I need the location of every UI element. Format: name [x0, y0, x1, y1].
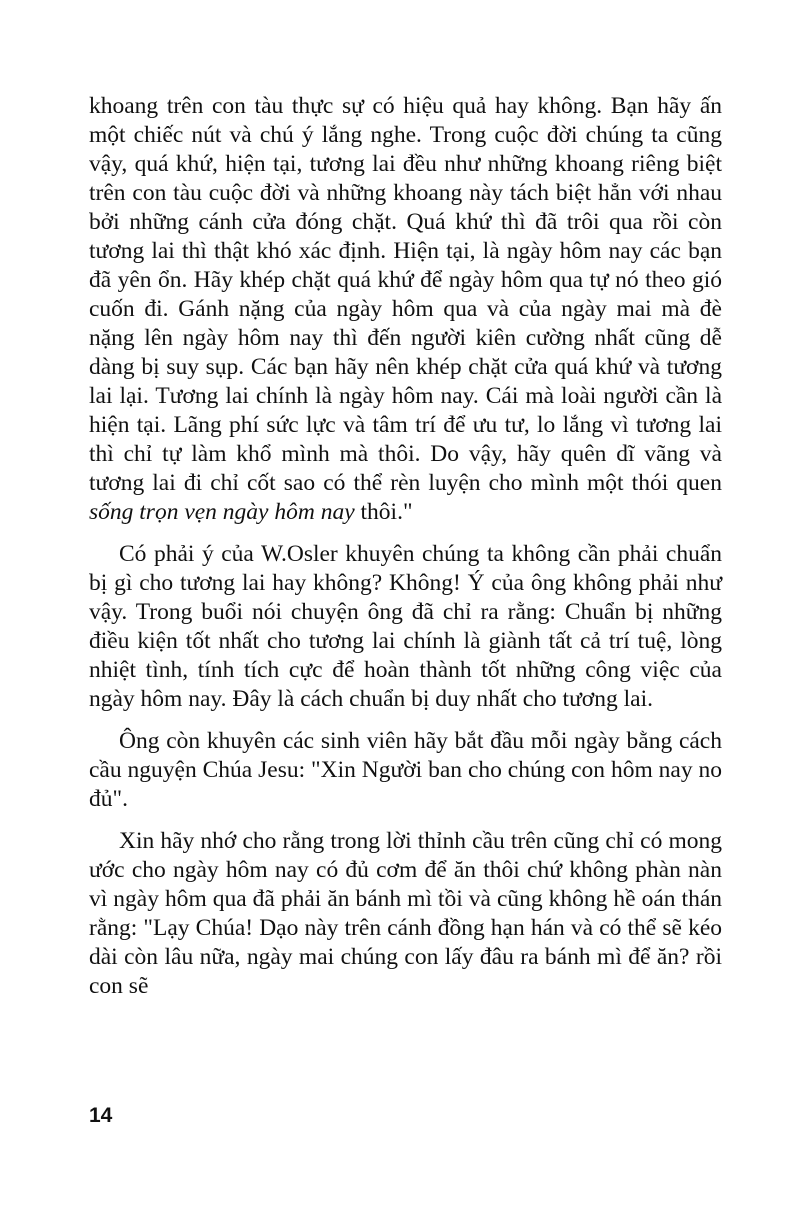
paragraph-1-text: khoang trên con tàu thực sự có hiệu quả hay không. Bạn hãy ấn một chiếc nút và chú ý lắng nghe. Trong cuộc đời chúng ta cũng vậy, quá khứ, hiện tại, tương lai đều như những khoang riêng biệt trên con tàu cuộc đời và những khoang này tách biệt hẳn với nhau bởi những cánh cửa đóng chặt. Quá khứ thì đã trôi qua rồi còn tương lai thì thật khó xác định. Hiện tại, là ngày hôm nay các bạn đã yên ổn. Hãy khép chặt quá khứ để ngày hôm qua tự nó theo gió cuốn đi. Gánh nặng của ngày hôm qua và của ngày mai mà đè nặng lên ngày hôm nay thì đến người kiên cường nhất cũng dễ dàng bị suy sụp. Các bạn hãy nên khép chặt cửa quá khứ và tương lai lại. Tương lai chính là ngày hôm nay. Cái mà loài người cần là hiện tại. Lãng phí sức lực và tâm trí để ưu tư, lo lắng vì tương lai thì chỉ tự làm khổ mình mà thôi. Do vậy, hãy quên dĩ vãng và tương lai đi chỉ cốt sao có thể rèn luyện cho mình một thói quen	[89, 93, 722, 496]
paragraph-continued	[89, 92, 722, 527]
paragraph-2: Có phải ý của W.Osler khuyên chúng ta không cần phải chuẩn bị gì cho tương lai hay không? Không! Ý của ông không phải như vậy. Trong buổi nói chuyện ông đã chỉ ra rằng: Chuẩn bị những điều kiện tốt nhất cho tương lai chính là giành tất cả trí tuệ, lòng nhiệt tình, tính tích cực để hoàn thành tốt những công việc của ngày hôm nay. Đây là cách chuẩn bị duy nhất cho tương lai.	[89, 541, 722, 712]
italic-phrase: sống trọn vẹn ngày hôm nay	[89, 499, 355, 525]
paragraph-3: Ông còn khuyên các sinh viên hãy bắt đầu mỗi ngày bằng cách cầu nguyện Chúa Jesu: "Xin Người ban cho chúng con hôm nay no đủ".	[89, 728, 722, 812]
paragraph-1-ending: thôi."	[354, 499, 413, 525]
page-number: 14	[89, 1104, 113, 1127]
body-text	[89, 92, 722, 1014]
paragraph-4: Xin hãy nhớ cho rằng trong lời thỉnh cầu trên cũng chỉ có mong ước cho ngày hôm nay có đủ cơm để ăn thôi chứ không phàn nàn vì ngày hôm qua đã phải ăn bánh mì tồi và cũng không hề oán thán rằng: "Lạy Chúa! Dạo này trên cánh đồng hạn hán và có thể sẽ kéo dài còn lâu nữa, ngày mai chúng con lấy đâu ra bánh mì để ăn? rồi con sẽ	[89, 828, 722, 999]
